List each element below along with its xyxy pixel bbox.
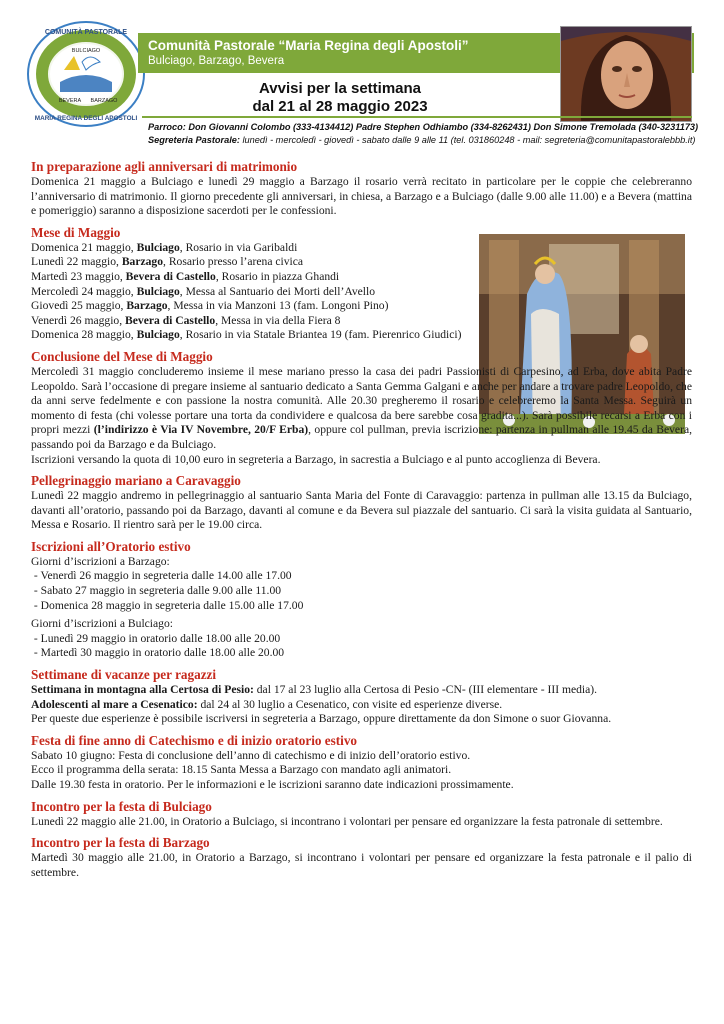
- section-festa-barzago: [31, 835, 692, 880]
- bulciago-intro: Giorni d’iscrizioni a Bulciago:: [31, 617, 173, 631]
- list-item: Martedì 23 maggio, Bevera di Castello, Rosario in piazza Ghandi: [31, 269, 340, 283]
- section-anniversari: [31, 159, 692, 219]
- madonna-portrait-image: [560, 26, 692, 122]
- section-catechismo: [31, 733, 692, 793]
- list-item: Domenica 21 maggio, Bulciago, Rosario in via Garibaldi: [31, 240, 298, 254]
- section-title: Iscrizioni all’Oratorio estivo: [31, 538, 191, 554]
- section-text: Mercoledì 31 maggio concluderemo insieme il mese mariano presso la casa dei padri Passionisti di Carpesino, ad Erba, dove abita Padre Leopoldo. Sarà l’occasione di pregare insieme al santuario dedicato a Santa Gemma Galgani e anche per andare a trovare padre Leopoldo, che da anni serve fedelmente e con passione la nostra comunità. Alle 20.30 pregheremo il rosario e celebreremo la Santa Messa. Seguirà un momento di festa (chi volesse portare una torta da condividere e qualcosa da bere sarebbe cosa gradita...). Sarà possibile recarsi a Erba con i propri mezzi (l’indirizzo è Via IV Novembre, 20/F Erba), oppure col pullman, previa iscrizione: partenza in pullman alle 19.45 da Bevera, passando poi da Barzago e da Bulciago.: [31, 364, 692, 451]
- list-item: - Domenica 28 maggio in segreteria dalle 15.00 alle 17.00: [31, 598, 304, 612]
- parish-logo: [24, 18, 148, 130]
- section-vacanze: [31, 667, 692, 727]
- logo-town-right: BARZAGO: [90, 98, 118, 104]
- line-montagna: Settimana in montagna alla Certosa di Pesio: dal 17 al 23 luglio alla Certosa di Pesio -CN- (III elementare - III media).: [31, 683, 598, 697]
- section-title: Conclusione del Mese di Maggio: [31, 348, 213, 364]
- line-iscrizioni: Per queste due esperienze è possibile iscriversi in segreteria a Barzago, oppure direttamente da don Simone o suor Giovanna.: [31, 712, 612, 726]
- segreteria-label: Segreteria Pastorale:: [148, 134, 240, 145]
- logo-town-left: BEVERA: [58, 98, 82, 104]
- notices-content: [31, 159, 692, 886]
- logo-ring-top: COMUNITÀ PASTORALE: [44, 29, 128, 36]
- section-title: Mese di Maggio: [31, 224, 121, 240]
- section-title: Settimane di vacanze per ragazzi: [31, 667, 217, 683]
- line-3: Dalle 19.30 festa in oratorio. Per le informazioni e le iscrizioni saranno date indicazioni prossimamente.: [31, 778, 514, 791]
- list-item: - Sabato 27 maggio in segreteria dalle 9.00 alle 11.00: [31, 584, 282, 598]
- parroco-label: Parroco:: [148, 122, 186, 132]
- line-2: Ecco il programma della serata: 18.15 Santa Messa a Barzago con mandato agli animatori.: [31, 763, 452, 777]
- parroco-line: [148, 121, 699, 134]
- segreteria-line: [148, 134, 694, 147]
- segreteria-text: lunedì - mercoledì - giovedì - sabato dalle 9 alle 11 (tel. 031860248 - mail: segreteria@comunitapastoralebbb.it): [242, 134, 696, 145]
- section-title: In preparazione agli anniversari di matrimonio: [31, 159, 298, 174]
- list-item: - Martedì 30 maggio in oratorio dalle 18.00 alle 20.00: [31, 646, 285, 660]
- section-festa-bulciago: [31, 799, 692, 830]
- section-caravaggio: [31, 473, 692, 533]
- logo-town-top: BULCIAGO: [71, 48, 101, 54]
- section-title: Incontro per la festa di Bulciago: [31, 798, 212, 814]
- list-item: Venerdì 26 maggio, Bevera di Castello, Messa in via della Fiera 8: [31, 313, 341, 327]
- title-line-1: Avvisi per la settimana: [258, 80, 422, 97]
- page-title: [220, 80, 460, 116]
- list-item: Giovedì 25 maggio, Barzago, Messa in via Manzoni 13 (fam. Longoni Pino): [31, 299, 389, 313]
- section-title: Incontro per la festa di Barzago: [31, 835, 210, 851]
- section-conclusione: [31, 349, 692, 467]
- list-item: Domenica 28 maggio, Bulciago, Rosario in via Statale Briantea 19 (fam. Pierenrico Giudici): [31, 328, 462, 342]
- section-mese-maggio: [31, 225, 471, 343]
- parroco-text: Don Giovanni Colombo (333-4134412) Padre Stephen Odhiambo (334-8262431) Don Simone Tremolada (340-3231173): [188, 122, 699, 132]
- title-line-2: dal 21 al 28 maggio 2023: [252, 98, 428, 115]
- section-text: Lunedì 22 maggio andremo in pellegrinaggio al santuario Santa Maria del Fonte di Caravaggio: partenza in pullman alle 13.15 da Bulciago, davanti all’oratorio, passando poi da Barzago, davanti al comune e da Bevera sul piazzale del santuario. Ci sarà la visita guidata al Santuario, Messa e Rosario. Il rientro sarà per le 19.00 circa.: [31, 489, 692, 532]
- list-item: Lunedì 22 maggio, Barzago, Rosario presso l’arena civica: [31, 255, 304, 269]
- section-text-2: Iscrizioni versando la quota di 10,00 euro in segreteria a Barzago, in sacrestia a Bulciago e al punto accoglienza di Bevera.: [31, 452, 601, 466]
- list-item: - Lunedì 29 maggio in oratorio dalle 18.00 alle 20.00: [31, 631, 281, 645]
- section-text: Domenica 21 maggio a Bulciago e lunedì 29 maggio a Barzago il rosario verrà recitato in particolare per le coppie che celebreranno l’anniversario di matrimonio. Il giorno precedente gli anniversari, in chiesa, a Barzago e a Bulciago (dalle 9.00 alle 11.00) e a Bevera (mattina e pomeriggio) saranno a disposizione sacerdoti per le confessioni.: [31, 175, 692, 218]
- section-oratorio-estivo: [31, 539, 692, 661]
- list-item: Mercoledì 24 maggio, Bulciago, Messa al Santuario dei Morti dell’Avello: [31, 284, 376, 298]
- section-title: Festa di fine anno di Catechismo e di inizio oratorio estivo: [31, 732, 358, 748]
- list-item: - Venerdì 26 maggio in segreteria dalle 14.00 alle 17.00: [31, 569, 292, 583]
- line-mare: Adolescenti al mare a Cesenatico: dal 24 al 30 luglio a Cesenatico, con visite ed esperienze diverse.: [31, 697, 503, 711]
- contacts-block: [148, 121, 699, 146]
- section-title: Pellegrinaggio mariano a Caravaggio: [31, 473, 241, 489]
- section-text: Martedì 30 maggio alle 21.00, in Oratorio a Barzago, si incontrano i volontari per pensare ed organizzare la festa patronale e il palio di settembre.: [31, 851, 692, 879]
- barzago-intro: Giorni d’iscrizioni a Barzago:: [31, 554, 170, 568]
- community-towns: Bulciago, Barzago, Bevera: [148, 55, 285, 67]
- line-1: Sabato 10 giugno: Festa di conclusione dell’anno di catechismo e di inizio dell’oratorio estivo.: [31, 748, 471, 762]
- community-name: Comunità Pastorale “Maria Regina degli Apostoli”: [148, 38, 469, 53]
- section-text: Lunedì 22 maggio alle 21.00, in Oratorio a Bulciago, si incontrano i volontari per pensare ed organizzare la festa patronale di settembre.: [31, 814, 663, 828]
- header-divider: [142, 116, 692, 118]
- logo-ring-bottom: MARIA REGINA DEGLI APOSTOLI: [34, 115, 138, 122]
